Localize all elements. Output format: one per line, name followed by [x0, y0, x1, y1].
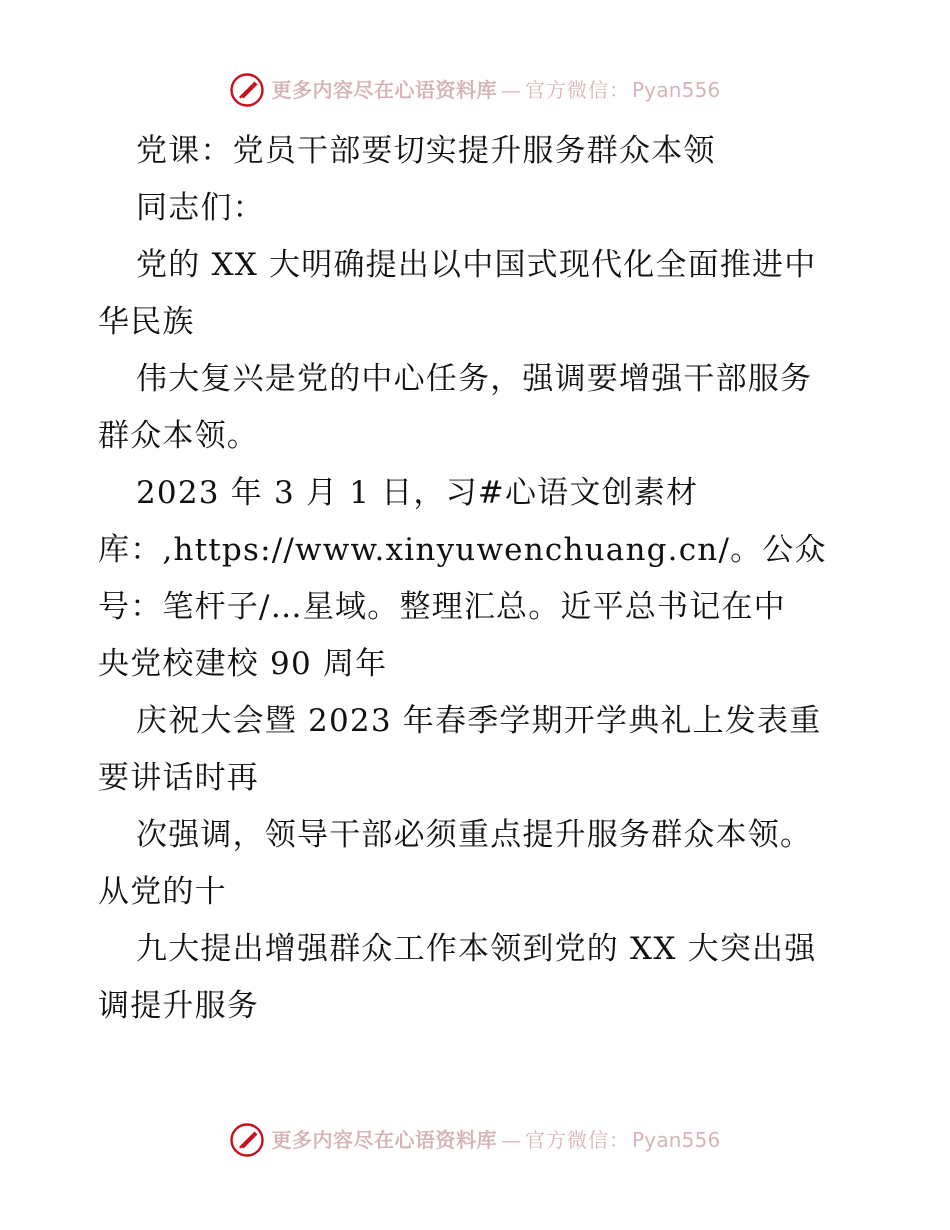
- header-watermark-wechat: Pyan556: [632, 78, 721, 102]
- text-line-4: 群众本领。: [98, 418, 259, 454]
- pen-logo-icon: [230, 73, 264, 107]
- pen-logo-icon: [230, 1123, 264, 1157]
- text-line-1: 党的 XX 大明确提出以中国式现代化全面推进中: [136, 247, 817, 283]
- text-line-5: 2023 年 3 月 1 日，习#心语文创素材: [136, 475, 699, 511]
- text-line-10: 要讲话时再: [98, 760, 259, 796]
- header-watermark-mid: 官方微信：: [525, 78, 631, 102]
- footer-watermark-wechat: Pyan556: [632, 1128, 721, 1152]
- header-watermark-text: [272, 80, 721, 100]
- salutation: 同志们：: [136, 190, 265, 226]
- document-body: [98, 123, 858, 1035]
- text-line-3: 伟大复兴是党的中心任务，强调要增强干部服务: [136, 361, 813, 397]
- text-line-7: 号：笔杆子/…星域。整理汇总。近平总书记在中: [98, 589, 786, 625]
- text-line-2: 华民族: [98, 304, 195, 340]
- footer-watermark-left: 更多内容尽在心语资料库: [271, 1128, 498, 1152]
- footer-watermark-mid: 官方微信：: [525, 1128, 631, 1152]
- header-watermark-left: 更多内容尽在心语资料库: [271, 78, 498, 102]
- footer-watermark-dash: —: [501, 1128, 522, 1152]
- text-line-11: 次强调，领导干部必须重点提升服务群众本领。: [136, 817, 813, 853]
- text-line-12: 从党的十: [98, 874, 227, 910]
- header-watermark: [0, 70, 950, 110]
- text-line-9: 庆祝大会暨 2023 年春季学期开学典礼上发表重: [136, 703, 822, 739]
- text-line-6: 库：,https://www.xinyuwenchuang.cn/。公众: [98, 532, 827, 568]
- text-line-8: 央党校建校 90 周年: [98, 646, 388, 682]
- header-watermark-dash: —: [501, 78, 522, 102]
- footer-watermark-text: [272, 1130, 721, 1150]
- text-line-14: 调提升服务: [98, 988, 259, 1024]
- text-line-13: 九大提出增强群众工作本领到党的 XX 大突出强: [136, 931, 817, 967]
- document-title: 党课：党员干部要切实提升服务群众本领: [136, 133, 716, 169]
- footer-watermark: [0, 1120, 950, 1160]
